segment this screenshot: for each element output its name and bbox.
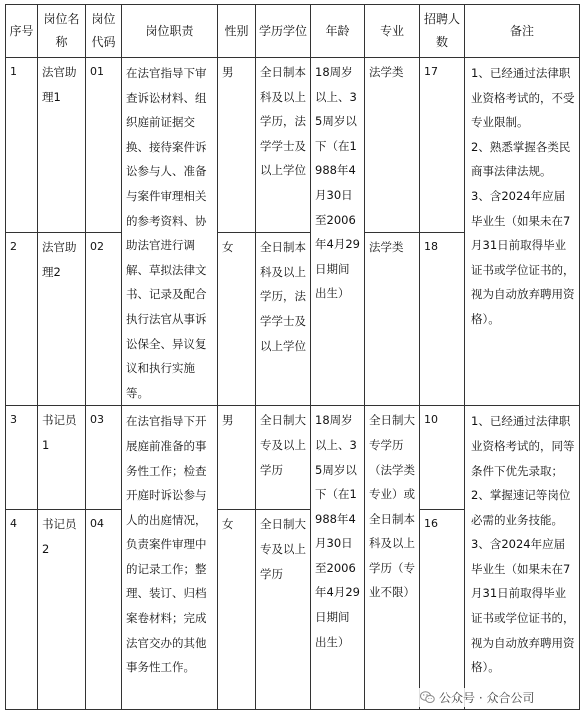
cell-remarks-group2 bbox=[465, 406, 580, 710]
cell-major-group2: 全日制大专学历（法学类专业）或全日制本科及以上学历（专业不限） bbox=[365, 406, 420, 710]
cell-education: 全日制本科及以上学历，法学学士及以上学位 bbox=[256, 58, 311, 233]
cell-remarks-group1 bbox=[465, 58, 580, 406]
cell-major: 法学类 bbox=[365, 58, 420, 233]
cell-post-code: 04 bbox=[86, 510, 122, 710]
remark-line: 3、含2024年应届毕业生（如果未在7月31日前取得毕业证书或学位证书的，视为自动放弃聘用资格）。 bbox=[471, 537, 575, 675]
cell-education: 全日制本科及以上学历，法学学士及以上学位 bbox=[256, 233, 311, 406]
remark-line: 1、已经通过法律职业资格考试的，同等条件下优先录取； bbox=[471, 414, 575, 478]
header-seq: 序号 bbox=[6, 5, 38, 58]
cell-age-group2: 18周岁以上、35周岁以下（在1988年4月30日至2006年4月29日期间出生） bbox=[311, 406, 365, 710]
cell-duties-group1: 在法官指导下审查诉讼材料、组织庭前证据交换、接待案件诉讼参与人、准备与案件审理相关的参考资料、协助法官进行调解、草拟法律文书、记录及配合执行法官从事诉讼保全、异议复议和执行实施等。 bbox=[122, 58, 218, 406]
cell-gender: 男 bbox=[218, 58, 256, 233]
cell-gender: 男 bbox=[218, 406, 256, 510]
cell-post-code: 03 bbox=[86, 406, 122, 510]
remark-line: 2、掌握速记等岗位必需的业务技能。 bbox=[471, 488, 571, 527]
header-age: 年龄 bbox=[311, 5, 365, 58]
header-major: 专业 bbox=[365, 5, 420, 58]
cell-count: 17 bbox=[420, 58, 465, 233]
cell-post-name: 法官助理2 bbox=[38, 233, 86, 406]
header-remarks: 备注 bbox=[465, 5, 580, 58]
table-row bbox=[6, 58, 580, 233]
cell-post-name: 书记员2 bbox=[38, 510, 86, 710]
remark-line: 2、熟悉掌握各类民商事法律法规。 bbox=[471, 139, 571, 179]
recruitment-table bbox=[5, 4, 580, 710]
wechat-icon bbox=[420, 691, 435, 704]
remark-line: 3、含2024年应届毕业生（如果未在7月31日前取得毕业证书或学位证书的，视为自动放弃聘用资格）。 bbox=[471, 188, 575, 326]
cell-seq: 1 bbox=[6, 58, 38, 233]
remark-line: 1、已经通过法律职业资格考试的，不受专业限制。 bbox=[471, 66, 575, 130]
cell-gender: 女 bbox=[218, 510, 256, 710]
header-gender: 性别 bbox=[218, 5, 256, 58]
header-post-name: 岗位名称 bbox=[38, 5, 86, 58]
cell-major: 法学类 bbox=[365, 233, 420, 406]
table-row bbox=[6, 406, 580, 510]
cell-count: 18 bbox=[420, 233, 465, 406]
cell-seq: 4 bbox=[6, 510, 38, 710]
cell-duties-group2: 在法官指导下开展庭前准备的事务性工作；检查开庭时诉讼参与人的出庭情况，负责案件审理中的记录工作；整理、装订、归档案卷材料；完成法官交办的其他事务性工作。 bbox=[122, 406, 218, 710]
cell-gender: 女 bbox=[218, 233, 256, 406]
cell-education: 全日制大专及以上学历 bbox=[256, 406, 311, 510]
cell-seq: 2 bbox=[6, 233, 38, 406]
cell-count: 10 bbox=[420, 406, 465, 510]
header-count: 招聘人数 bbox=[420, 5, 465, 58]
watermark-text: 公众号 · 众合公司 bbox=[439, 691, 535, 705]
header-duties: 岗位职责 bbox=[122, 5, 218, 58]
header-post-code: 岗位代码 bbox=[86, 5, 122, 58]
cell-seq: 3 bbox=[6, 406, 38, 510]
header-education: 学历学位 bbox=[256, 5, 311, 58]
cell-post-name: 书记员1 bbox=[38, 406, 86, 510]
cell-post-name: 法官助理1 bbox=[38, 58, 86, 233]
cell-count: 16 bbox=[420, 510, 465, 710]
cell-age-group1: 18周岁以上、35周岁以下（在1988年4月30日至2006年4月29日期间出生） bbox=[311, 58, 365, 406]
cell-education: 全日制大专及以上学历 bbox=[256, 510, 311, 710]
cell-post-code: 01 bbox=[86, 58, 122, 233]
header-row bbox=[6, 5, 580, 58]
cell-post-code: 02 bbox=[86, 233, 122, 406]
watermark bbox=[418, 688, 536, 707]
